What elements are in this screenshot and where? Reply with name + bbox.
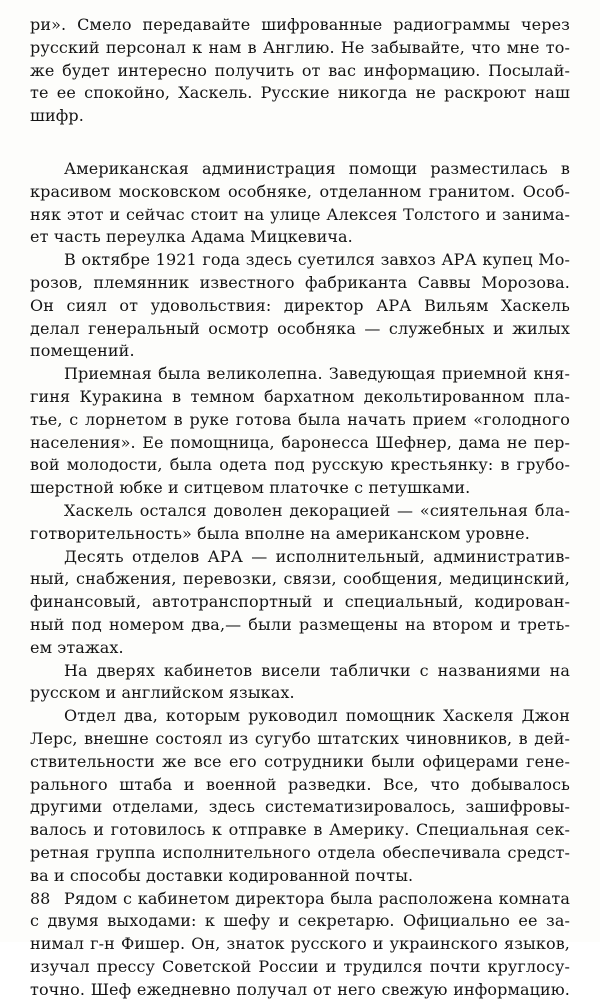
text-line: гиня Куракина в темном бархатном декольтированном пла- [30, 386, 570, 409]
text-line: няк этот и сейчас стоит на улице Алексея Толстого и занима- [30, 204, 570, 227]
text-line: те ее спокойно, Хаскель. Русские никогда не раскроют наш [30, 82, 570, 105]
main-text [30, 158, 570, 1001]
paragraph [30, 546, 570, 660]
text-line: Отдел два, которым руководил помощник Хаскеля Джон [30, 705, 570, 728]
page-number: 88 [30, 888, 50, 910]
text-line: финансовый, автотранспортный и специальный, кодирован- [30, 591, 570, 614]
text-line: рального штаба и военной разведки. Все, что добывалось [30, 774, 570, 797]
text-line: русском и английском языках. [30, 682, 570, 705]
text-line: Американская администрация помощи разместилась в [30, 158, 570, 181]
text-line: ем этажах. [30, 637, 570, 660]
text-line: ный под номером два,— были размещены на втором и треть- [30, 614, 570, 637]
text-line: помещений. [30, 340, 570, 363]
paragraph [30, 888, 570, 1001]
text-line: Приемная была великолепна. Заведующая приемной кня- [30, 363, 570, 386]
text-line: Рядом с кабинетом директора была расположена комната [30, 888, 570, 911]
text-line: Лерс, внешне состоял из сугубо штатских чиновников, в дей- [30, 728, 570, 751]
paragraph [30, 500, 570, 546]
text-line: шерстной юбке и ситцевом платочке с петушками. [30, 477, 570, 500]
text-line: же будет интересно получить от вас информацию. Посылай- [30, 60, 570, 83]
text-line: В октябре 1921 года здесь суетился завхоз АРА купец Мо- [30, 249, 570, 272]
text-line: с двумя выходами: к шефу и секретарю. Официально ее за- [30, 910, 570, 933]
text-line: точно. Шеф ежедневно получал от него свежую информацию. [30, 979, 570, 1001]
text-line: другими отделами, здесь систематизировалось, зашифровы- [30, 796, 570, 819]
text-line: нимал г-н Фишер. Он, знаток русского и украинского языков, [30, 933, 570, 956]
text-line: Хаскель остался доволен декорацией — «сиятельная бла- [30, 500, 570, 523]
text-line: розов, племянник известного фабриканта Саввы Морозова. [30, 272, 570, 295]
paragraph [30, 660, 570, 706]
paragraph [30, 158, 570, 249]
paragraph [30, 363, 570, 500]
text-line: На дверях кабинетов висели таблички с названиями на [30, 660, 570, 683]
text-line: ретная группа исполнительного отдела обеспечивала средст- [30, 842, 570, 865]
text-line: делал генеральный осмотр особняка — служебных и жилых [30, 318, 570, 341]
continued-paragraph [30, 14, 570, 128]
text-line: ет часть переулка Адама Мицкевича. [30, 226, 570, 249]
text-line: населения». Ее помощница, баронесса Шефнер, дама не пер- [30, 432, 570, 455]
text-line: ва и способы доставки кодированной почты. [30, 865, 570, 888]
text-line: валось и готовилось к отправке в Америку. Специальная сек- [30, 819, 570, 842]
text-line: Он сиял от удовольствия: директор АРА Вильям Хаскель [30, 295, 570, 318]
text-line: ствительности же все его сотрудники были офицерами гене- [30, 751, 570, 774]
text-line: ри». Смело передавайте шифрованные радиограммы через [30, 14, 570, 37]
text-line: Десять отделов АРА — исполнительный, административ- [30, 546, 570, 569]
text-line: шифр. [30, 105, 570, 128]
text-line: готворительность» была вполне на американском уровне. [30, 523, 570, 546]
text-line: вой молодости, была одета под русскую крестьянку: в грубо- [30, 454, 570, 477]
text-line: русский персонал к нам в Англию. Не забывайте, что мне то- [30, 37, 570, 60]
text-line: ный, снабжения, перевозки, связи, сообщения, медицинский, [30, 568, 570, 591]
text-line: тье, с лорнетом в руке готова была начать прием «голодного [30, 409, 570, 432]
paragraph [30, 249, 570, 363]
text-line: красивом московском особняке, отделанном гранитом. Особ- [30, 181, 570, 204]
text-line: изучал прессу Советской России и трудился почти круглосу- [30, 956, 570, 979]
paragraph [30, 705, 570, 887]
